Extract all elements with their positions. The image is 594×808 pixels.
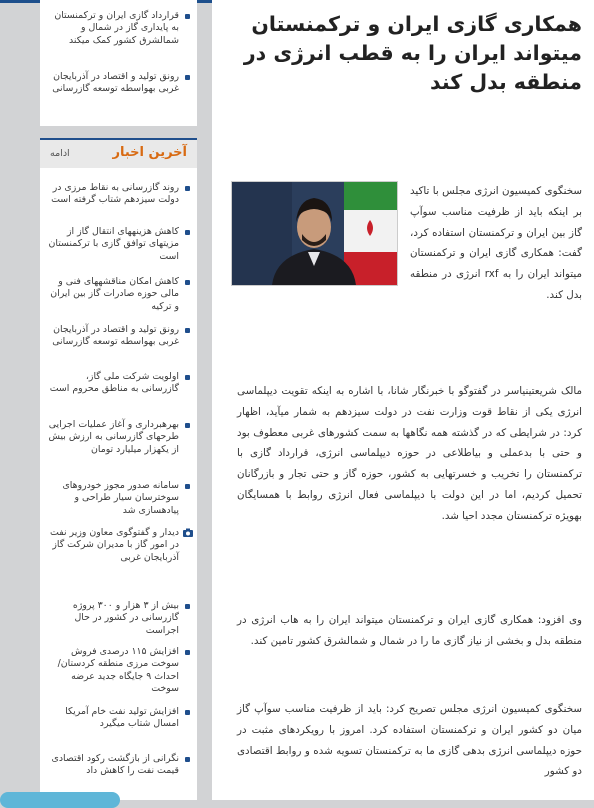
list-item[interactable] [40,753,197,778]
bullet-icon [185,650,190,655]
article-title: همکاری گازی ایران و ترکمنستان میتواند ایران را به قطب انرژی در منطقه بدل کند [243,12,582,94]
news-link[interactable]: دیدار و گفتوگوی معاون وزیر نفت در امور گاز با مدیران شرکت گاز آذربایجان غربی [50,527,179,563]
camera-icon [183,528,193,537]
bullet-icon [185,757,190,762]
list-item[interactable] [40,419,197,456]
article-paragraph: وی افزود: همکاری گازی ایران و ترکمنستان میتواند ایران را به هاب انرژی در منطقه بدل و بخشی از نیاز گازی ما را در شمال و شمالشرق کشور تامین کند. [237,614,582,647]
related-news-box [40,0,197,126]
list-item[interactable] [40,527,197,564]
news-link[interactable]: کاهش امکان مناقشههای فنی و مالی حوزه صادرات گاز بین ایران و ترکیه [50,276,179,312]
bullet-icon [185,186,190,191]
article-photo [231,181,398,286]
list-item[interactable] [40,600,197,637]
list-item[interactable] [40,646,197,696]
bullet-icon [185,604,190,609]
bullet-icon [185,375,190,380]
news-link[interactable]: روند گازرسانی به نقاط مرزی در دولت سیزدهم شتاب گرفته است [51,182,179,206]
list-item[interactable] [40,10,197,47]
news-link[interactable]: بیش از ۳ هزار و ۳۰۰ پروژه گازرسانی در کشور در حال اجراست [72,600,179,636]
bullet-icon [185,328,190,333]
bullet-icon [185,484,190,489]
news-link[interactable]: بهرهبرداری و آغاز عملیات اجرایی طرحهای گازرسانی به ارزش بیش از یکهزار میلیارد تومان [48,419,179,455]
floating-chat-bubble[interactable] [0,792,120,808]
latest-news-title: آخرین اخبار [112,145,187,160]
bullet-icon [185,14,190,19]
news-link[interactable]: افزایش تولید نفت خام آمریکا امسال شتاب میگیرد [65,706,179,730]
bullet-icon [185,230,190,235]
news-link[interactable]: اولویت شرکت ملی گاز، گازرسانی به مناطق محروم است [49,371,179,395]
bullet-icon [185,75,190,80]
list-item[interactable] [40,324,197,349]
list-item[interactable] [40,371,197,396]
news-link[interactable]: رونق تولید و اقتصاد در آذربایجان غربی بهواسطه توسعه گازرسانی [52,71,179,95]
news-link[interactable]: نگرانی از بازگشت رکود اقتصادی قیمت نفت را کاهش داد [51,753,179,777]
news-link[interactable]: سامانه صدور مجوز خودروهای سوخترسان سیار طراحی و پیادهسازی شد [62,480,179,516]
list-item[interactable] [40,182,197,207]
latest-news-box [40,138,197,800]
article-paragraph: سخنگوی کمیسیون انرژی مجلس تصریح کرد: باید از ظرفیت مناسب سوآپ گاز میان دو کشور ایران و ترکمنستان استفاده کرد. امروز با رویکردهای مثبت در حوزه دیپلماسی انرژی بدهی گازی ما به ترکمنستان تسویه شده و روابط اقتصادی دو کشور [237,703,582,778]
more-link[interactable]: ادامه [50,148,70,159]
bullet-icon [185,710,190,715]
news-link[interactable]: قرارداد گازی ایران و ترکمنستان به پایداری گاز در شمال و شمالشرق کشور کمک میکند [54,10,179,46]
news-link[interactable]: کاهش هزینههای انتقال گاز از مزیتهای توافق گازی با ترکمنستان است [48,226,179,262]
latest-news-header [40,138,197,168]
list-item[interactable] [40,706,197,731]
news-link[interactable]: رونق تولید و اقتصاد در آذربایجان غربی بهواسطه توسعه گازرسانی [52,324,179,348]
article-lead: سخنگوی کمیسیون انرژی مجلس با تاکید بر اینکه باید از ظرفیت مناسب سوآپ گاز بین ایران و ترکمنستان استفاده کرد، گفت: همکاری گازی ایران و ترکمنستان میتواند ایران را به rxf انرژی در منطقه بدل کند. [410,185,582,301]
article-paragraph: مالک شریعتینیاسر در گفتوگو با خبرنگار شانا، با اشاره به اینکه تقویت دیپلماسی انرژی یکی از نقاط قوت وزارت نفت در دولت سیزدهم به شمار میآید، اظهار کرد: در شرایطی که در گذشته همه نگاهها به سمت کشورهای غربی معطوف بود و حتی با بدعملی و بیاطلاعی در حوزه دیپلماسی انرژی، قرارداد گازی با ترکمنستان را تخریب و خسرتهایی به کشور، حوزه گاز و حتی تجار و بازرگانان تحمیل کردیم، اما در این دولت با دیپلماسی فعال انرژی روابط با همسایگان بهویژه ترکمنستان مجدد احیا شد. [237,385,582,522]
news-link[interactable]: افزایش ۱۱۵ درصدی فروش سوخت مرزی منطقه کردستان/ احداث ۹ جایگاه جدید عرضه سوخت [57,646,179,695]
portrait-image [232,182,397,285]
bullet-icon [185,280,190,285]
article-panel [212,0,594,800]
list-item[interactable] [40,276,197,313]
bullet-icon [185,423,190,428]
list-item[interactable] [40,480,197,517]
list-item[interactable] [40,71,197,96]
list-item[interactable] [40,226,197,263]
